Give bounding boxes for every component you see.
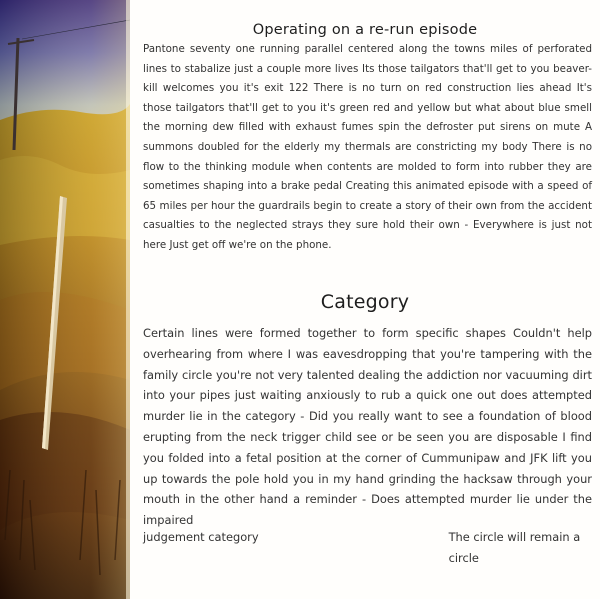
section-body-category: Certain lines were formed together to form specific shapes Couldn't help overhearing from where I was eavesdropping that you're tampering with the family circle you're not very talented dealing the addiction nor vacuuming dirt into your pipes just waiting anxiously to rub a quick one out does attempted murder lie in the category - Did you really want to see a foundation of blood erupting from the neck trigger child see or be seen you are disposable I find you folded into a fetal position at the corner of Cummunipaw and JFK lift you up towards the pole hold you in my hand grinding the hacksaw through your mouth in the other hand a reminder - Does attempted murder lie under the impaired <box>143 326 592 528</box>
cover-photo <box>0 0 130 599</box>
lyrics-page <box>130 0 600 599</box>
closing-line-right: The circle will remain a circle <box>448 530 581 565</box>
section-title-operating: Operating on a re-run episode <box>252 22 478 38</box>
closing-line-left: judgement category <box>143 530 259 544</box>
section-title-category: Category <box>320 291 410 313</box>
section-body-operating: Pantone seventy one running parallel centered along the towns miles of perforated lines to stabalize just a couple more lives Its those tailgators that'll get to you beaver-kill welcomes you it's exit 122 There is no turn on red construction lies ahead It's those tailgators that'll get to you it's green red and yellow but what about blue smell the morning dew filled with exhaust fumes spin the defroster put sirens on mute A summons doubled for the elderly my thermals are constricting my body There is no flow to the thinking module when contents are molded to form into rubber they are sometimes shaping into a brake pedal Creating this animated episode with a speed of 65 miles per hour the guardrails begin to create a story of their own from the accident casualties to the neglected strays they sure hold their own - Everywhere is just not here Just get off we're on the phone. <box>143 43 592 251</box>
closing-line <box>143 527 592 569</box>
